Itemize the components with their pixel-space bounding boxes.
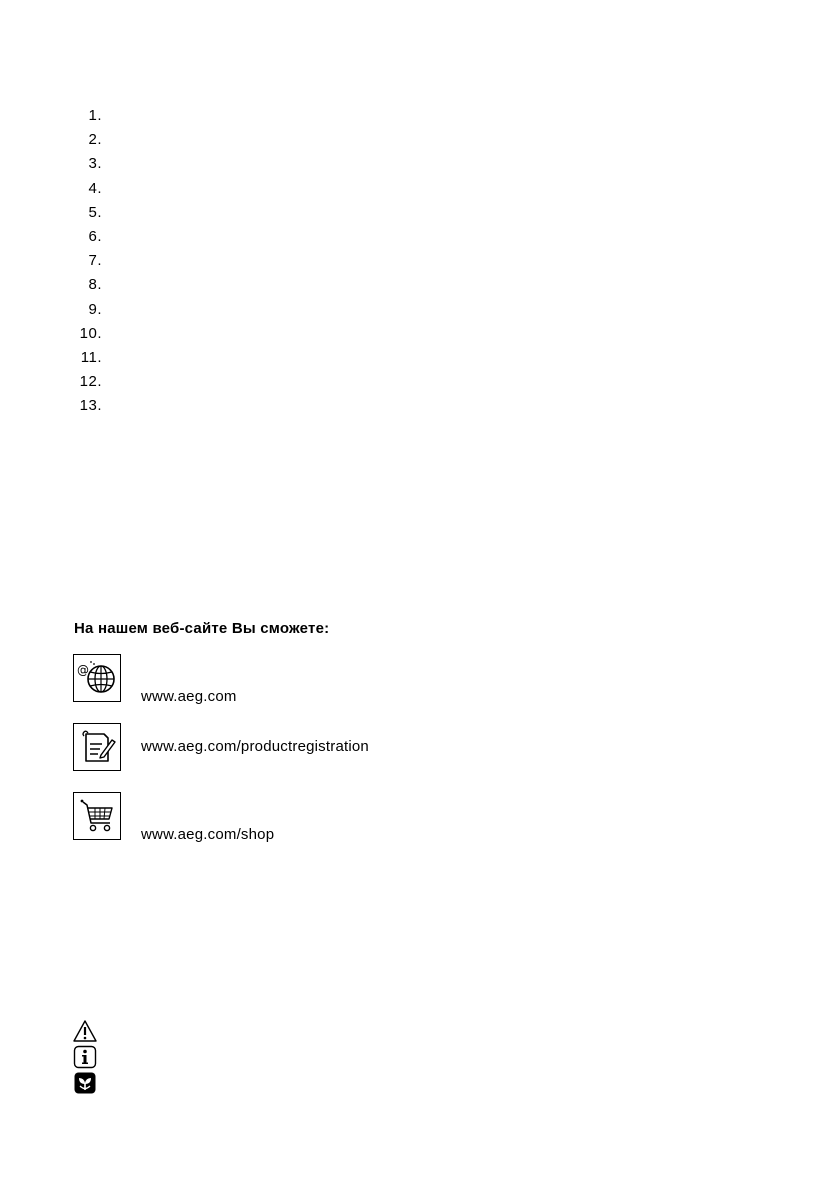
website-link[interactable]: www.aeg.com xyxy=(141,688,237,705)
toc-item xyxy=(64,298,102,322)
product-registration-link[interactable]: www.aeg.com/productregistration xyxy=(141,738,369,755)
toc-number: 5. xyxy=(88,203,102,221)
toc-item xyxy=(64,394,102,418)
toc-number: 10. xyxy=(79,324,102,342)
toc-item xyxy=(64,104,102,128)
toc-item xyxy=(64,249,102,273)
globe-at-icon xyxy=(73,654,121,702)
toc-number: 3. xyxy=(88,155,102,173)
toc-number: 7. xyxy=(88,252,102,270)
table-of-contents xyxy=(64,104,102,418)
toc-item xyxy=(64,346,102,370)
toc-number: 1. xyxy=(88,107,102,124)
toc-item xyxy=(64,225,102,249)
registration-form-icon xyxy=(73,723,121,771)
toc-item xyxy=(64,201,102,225)
shop-link[interactable]: www.aeg.com/shop xyxy=(141,826,275,843)
warning-triangle-icon xyxy=(73,1019,97,1043)
toc-item xyxy=(64,370,102,394)
toc-number: 13. xyxy=(79,397,102,415)
toc-number: 12. xyxy=(79,373,102,391)
toc-number: 2. xyxy=(88,131,102,149)
toc-number: 4. xyxy=(88,179,102,197)
toc-number: 9. xyxy=(88,300,102,318)
shopping-cart-icon xyxy=(73,792,121,840)
toc-number: 11. xyxy=(80,348,102,366)
toc-item xyxy=(64,152,102,176)
environment-leaf-icon xyxy=(73,1071,97,1095)
toc-item xyxy=(64,273,102,297)
toc-item xyxy=(64,177,102,201)
toc-item xyxy=(64,128,102,152)
website-heading: На нашем веб-сайте Вы сможете: xyxy=(74,620,330,637)
toc-number: 8. xyxy=(88,276,102,294)
info-icon xyxy=(73,1045,97,1069)
toc-number: 6. xyxy=(88,227,102,245)
svg-text:@: @ xyxy=(77,663,89,677)
toc-item xyxy=(64,322,102,346)
